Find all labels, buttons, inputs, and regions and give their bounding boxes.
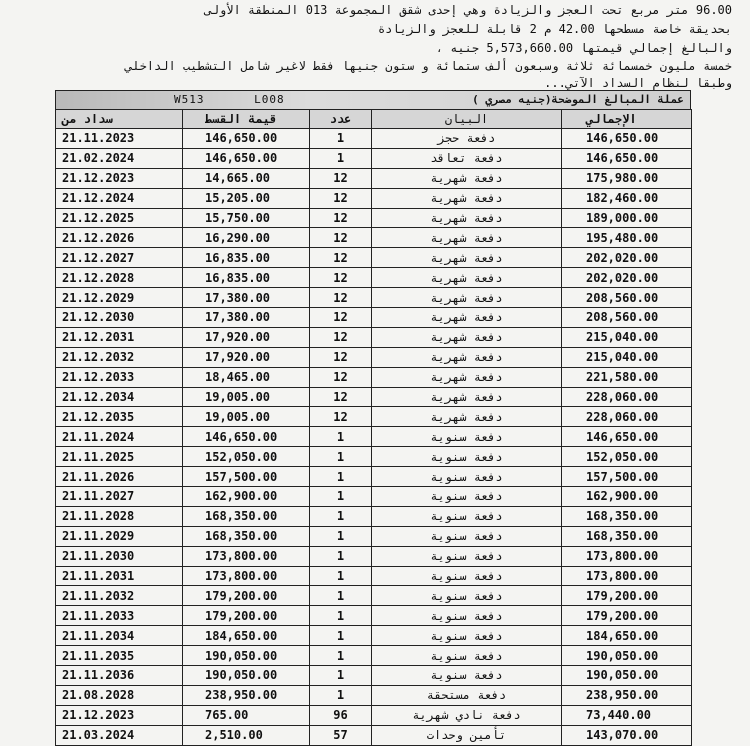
cell-amount: 14,665.00 — [183, 168, 310, 188]
table-row — [56, 129, 692, 149]
cell-amount: 173,800.00 — [183, 566, 310, 586]
cell-total: 162,900.00 — [562, 487, 692, 507]
cell-amount: 157,500.00 — [183, 467, 310, 487]
cell-total: 182,460.00 — [562, 188, 692, 208]
cell-count: 1 — [310, 666, 372, 686]
cell-description: دفعة شهرية — [372, 367, 562, 387]
cell-total: 173,800.00 — [562, 566, 692, 586]
cell-total: 179,200.00 — [562, 586, 692, 606]
cell-date: 21.11.2033 — [56, 606, 183, 626]
table-row — [56, 566, 692, 586]
cell-date: 21.11.2031 — [56, 566, 183, 586]
cell-date: 21.12.2024 — [56, 188, 183, 208]
cell-description: دفعة سنوية — [372, 427, 562, 447]
cell-date: 21.11.2034 — [56, 626, 183, 646]
cell-amount: 17,380.00 — [183, 308, 310, 328]
intro-line-total-price: والبالغ إجمالي قيمتها 5,573,660.00 جنيه ، — [435, 41, 732, 55]
building-code: W513 — [174, 93, 205, 106]
cell-description: دفعة سنوية — [372, 487, 562, 507]
cell-count: 1 — [310, 467, 372, 487]
cell-description: دفعة شهرية — [372, 168, 562, 188]
cell-date: 21.11.2030 — [56, 546, 183, 566]
table-header-row — [56, 110, 692, 129]
cell-total: 168,350.00 — [562, 526, 692, 546]
cell-description: دفعة سنوية — [372, 606, 562, 626]
cell-total: 228,060.00 — [562, 407, 692, 427]
cell-date: 21.12.2035 — [56, 407, 183, 427]
cell-count: 12 — [310, 208, 372, 228]
cell-date: 21.12.2034 — [56, 387, 183, 407]
cell-date: 21.11.2036 — [56, 666, 183, 686]
cell-amount: 146,650.00 — [183, 129, 310, 149]
intro-line-garden: بحديقة خاصة مسطحها 42.00 م 2 قابلة للعجز والزيادة — [377, 22, 732, 36]
cell-date: 21.11.2026 — [56, 467, 183, 487]
cell-date: 21.12.2026 — [56, 228, 183, 248]
cell-total: 146,650.00 — [562, 427, 692, 447]
cell-amount: 162,900.00 — [183, 487, 310, 507]
table-row — [56, 487, 692, 507]
cell-total: 215,040.00 — [562, 347, 692, 367]
cell-total: 195,480.00 — [562, 228, 692, 248]
intro-line-price-in-words: خمسة مليون خمسمائة ثلاثة وسبعون ألف ستمائة و ستون جنيها فقط لاغير شامل التشطيب الداخلي — [125, 59, 732, 73]
cell-total: 173,800.00 — [562, 546, 692, 566]
cell-date: 21.11.2023 — [56, 129, 183, 149]
table-row — [56, 705, 692, 725]
table-row — [56, 725, 692, 745]
cell-count: 12 — [310, 248, 372, 268]
cell-count: 1 — [310, 506, 372, 526]
cell-description: دفعة شهرية — [372, 288, 562, 308]
table-row — [56, 327, 692, 347]
cell-total: 184,650.00 — [562, 626, 692, 646]
cell-total: 215,040.00 — [562, 327, 692, 347]
cell-date: 21.11.2027 — [56, 487, 183, 507]
table-row — [56, 586, 692, 606]
cell-description: دفعة شهرية — [372, 268, 562, 288]
cell-amount: 18,465.00 — [183, 367, 310, 387]
cell-total: 189,000.00 — [562, 208, 692, 228]
table-row — [56, 228, 692, 248]
cell-count: 1 — [310, 685, 372, 705]
cell-total: 152,050.00 — [562, 447, 692, 467]
cell-count: 1 — [310, 447, 372, 467]
cell-total: 228,060.00 — [562, 387, 692, 407]
header-amount: قيمة القسط — [183, 110, 310, 129]
cell-description: دفعة سنوية — [372, 546, 562, 566]
cell-count: 1 — [310, 606, 372, 626]
cell-amount: 173,800.00 — [183, 546, 310, 566]
cell-total: 190,050.00 — [562, 666, 692, 686]
cell-date: 21.12.2028 — [56, 268, 183, 288]
table-row — [56, 288, 692, 308]
cell-description: دفعة سنوية — [372, 646, 562, 666]
currency-title: عملة المبالغ الموضحة(جنيه مصري ) — [472, 93, 684, 106]
cell-total: 157,500.00 — [562, 467, 692, 487]
cell-count: 96 — [310, 705, 372, 725]
cell-date: 21.12.2033 — [56, 367, 183, 387]
cell-amount: 184,650.00 — [183, 626, 310, 646]
cell-count: 12 — [310, 288, 372, 308]
cell-date: 21.12.2023 — [56, 705, 183, 725]
table-row — [56, 407, 692, 427]
table-row — [56, 188, 692, 208]
header-count: عدد — [310, 110, 372, 129]
cell-total: 238,950.00 — [562, 685, 692, 705]
cell-total: 190,050.00 — [562, 646, 692, 666]
cell-total: 208,560.00 — [562, 288, 692, 308]
cell-total: 146,650.00 — [562, 148, 692, 168]
cell-date: 21.12.2029 — [56, 288, 183, 308]
table-row — [56, 467, 692, 487]
cell-date: 21.11.2028 — [56, 506, 183, 526]
header-description: البيان — [372, 110, 562, 129]
cell-count: 12 — [310, 168, 372, 188]
cell-total: 202,020.00 — [562, 248, 692, 268]
cell-description: دفعة تعاقد — [372, 148, 562, 168]
cell-amount: 15,750.00 — [183, 208, 310, 228]
cell-count: 1 — [310, 526, 372, 546]
payment-schedule — [55, 90, 691, 746]
table-row — [56, 666, 692, 686]
cell-description: دفعة شهرية — [372, 248, 562, 268]
cell-total: 208,560.00 — [562, 308, 692, 328]
cell-total: 202,020.00 — [562, 268, 692, 288]
table-row — [56, 546, 692, 566]
cell-total: 179,200.00 — [562, 606, 692, 626]
cell-date: 21.12.2032 — [56, 347, 183, 367]
cell-description: دفعة حجز — [372, 129, 562, 149]
cell-description: دفعة سنوية — [372, 506, 562, 526]
cell-count: 12 — [310, 367, 372, 387]
cell-description: دفعة شهرية — [372, 208, 562, 228]
cell-total: 146,650.00 — [562, 129, 692, 149]
cell-amount: 179,200.00 — [183, 586, 310, 606]
cell-date: 21.12.2027 — [56, 248, 183, 268]
cell-amount: 168,350.00 — [183, 506, 310, 526]
cell-amount: 15,205.00 — [183, 188, 310, 208]
cell-description: دفعة سنوية — [372, 467, 562, 487]
cell-amount: 17,920.00 — [183, 327, 310, 347]
cell-amount: 146,650.00 — [183, 148, 310, 168]
table-row — [56, 427, 692, 447]
cell-description: دفعة سنوية — [372, 447, 562, 467]
cell-count: 57 — [310, 725, 372, 745]
cell-count: 1 — [310, 148, 372, 168]
table-row — [56, 347, 692, 367]
cell-description: دفعة نادي شهرية — [372, 705, 562, 725]
cell-count: 12 — [310, 407, 372, 427]
table-row — [56, 367, 692, 387]
header-total: الإجمالي — [562, 110, 692, 129]
table-row — [56, 148, 692, 168]
cell-amount: 16,835.00 — [183, 268, 310, 288]
cell-amount: 179,200.00 — [183, 606, 310, 626]
cell-description: دفعة سنوية — [372, 586, 562, 606]
installments-table — [55, 109, 692, 746]
table-row — [56, 626, 692, 646]
cell-description: دفعة سنوية — [372, 626, 562, 646]
cell-amount: 146,650.00 — [183, 427, 310, 447]
table-row — [56, 526, 692, 546]
cell-amount: 17,380.00 — [183, 288, 310, 308]
cell-description: دفعة شهرية — [372, 407, 562, 427]
cell-description: دفعة شهرية — [372, 308, 562, 328]
cell-date: 21.11.2035 — [56, 646, 183, 666]
cell-count: 12 — [310, 188, 372, 208]
cell-amount: 17,920.00 — [183, 347, 310, 367]
cell-amount: 2,510.00 — [183, 725, 310, 745]
table-row — [56, 506, 692, 526]
table-row — [56, 268, 692, 288]
table-row — [56, 208, 692, 228]
cell-count: 12 — [310, 327, 372, 347]
cell-date: 21.03.2024 — [56, 725, 183, 745]
cell-date: 21.11.2029 — [56, 526, 183, 546]
cell-amount: 190,050.00 — [183, 646, 310, 666]
unit-code: L008 — [254, 93, 285, 106]
cell-amount: 190,050.00 — [183, 666, 310, 686]
unit-codes — [174, 93, 327, 106]
cell-description: دفعة سنوية — [372, 526, 562, 546]
cell-count: 1 — [310, 427, 372, 447]
cell-description: دفعة سنوية — [372, 566, 562, 586]
cell-amount: 238,950.00 — [183, 685, 310, 705]
cell-count: 1 — [310, 487, 372, 507]
cell-count: 1 — [310, 626, 372, 646]
cell-date: 21.12.2031 — [56, 327, 183, 347]
cell-description: دفعة سنوية — [372, 666, 562, 686]
cell-description: دفعة شهرية — [372, 387, 562, 407]
cell-amount: 19,005.00 — [183, 407, 310, 427]
cell-amount: 16,290.00 — [183, 228, 310, 248]
cell-count: 12 — [310, 387, 372, 407]
cell-description: تأمين وحدات — [372, 725, 562, 745]
cell-count: 1 — [310, 566, 372, 586]
table-row — [56, 308, 692, 328]
table-row — [56, 685, 692, 705]
cell-amount: 19,005.00 — [183, 387, 310, 407]
cell-count: 12 — [310, 308, 372, 328]
intro-line-area: 96.00 متر مربع تحت العجز والزيادة وهي إحدى شقق المجموعة 013 المنطقة الأولى — [204, 3, 732, 17]
cell-description: دفعة شهرية — [372, 228, 562, 248]
cell-total: 168,350.00 — [562, 506, 692, 526]
cell-count: 12 — [310, 268, 372, 288]
table-row — [56, 168, 692, 188]
cell-count: 1 — [310, 546, 372, 566]
cell-count: 1 — [310, 646, 372, 666]
cell-date: 21.11.2032 — [56, 586, 183, 606]
cell-total: 143,070.00 — [562, 725, 692, 745]
cell-description: دفعة شهرية — [372, 188, 562, 208]
cell-date: 21.08.2028 — [56, 685, 183, 705]
cell-count: 1 — [310, 586, 372, 606]
cell-description: دفعة مستحقة — [372, 685, 562, 705]
cell-date: 21.02.2024 — [56, 148, 183, 168]
cell-date: 21.11.2024 — [56, 427, 183, 447]
cell-total: 175,980.00 — [562, 168, 692, 188]
table-row — [56, 387, 692, 407]
cell-amount: 152,050.00 — [183, 447, 310, 467]
cell-count: 12 — [310, 228, 372, 248]
cell-date: 21.11.2025 — [56, 447, 183, 467]
cell-date: 21.12.2025 — [56, 208, 183, 228]
table-row — [56, 248, 692, 268]
cell-total: 221,580.00 — [562, 367, 692, 387]
cell-count: 1 — [310, 129, 372, 149]
table-title-bar — [55, 90, 691, 109]
cell-date: 21.12.2030 — [56, 308, 183, 328]
intro-line-payment-system: وطبقا لنظام السداد الآتي... — [544, 76, 732, 90]
cell-description: دفعة شهرية — [372, 327, 562, 347]
table-body — [56, 129, 692, 746]
cell-description: دفعة شهرية — [372, 347, 562, 367]
cell-count: 12 — [310, 347, 372, 367]
cell-total: 73,440.00 — [562, 705, 692, 725]
table-row — [56, 606, 692, 626]
contract-intro — [0, 0, 750, 92]
table-row — [56, 447, 692, 467]
table-row — [56, 646, 692, 666]
cell-amount: 765.00 — [183, 705, 310, 725]
header-date: سداد من — [56, 110, 183, 129]
cell-date: 21.12.2023 — [56, 168, 183, 188]
cell-amount: 168,350.00 — [183, 526, 310, 546]
cell-amount: 16,835.00 — [183, 248, 310, 268]
